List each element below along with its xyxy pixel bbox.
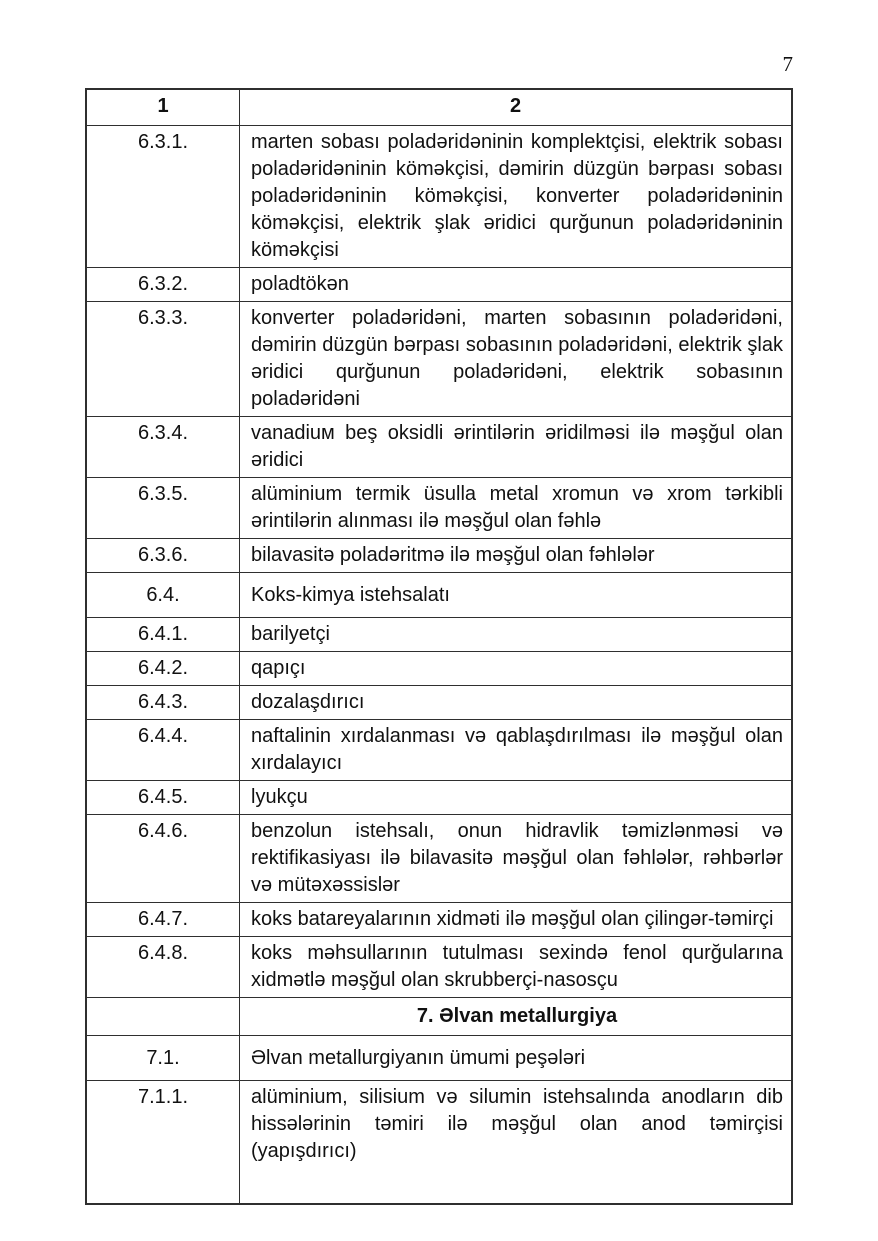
row-text-cell: naftalinin xırdalanması və qablaşdırılması ilə məşğul olan xırdalayıcı [240, 720, 793, 781]
table-row [86, 652, 792, 686]
table-header-row [86, 89, 792, 126]
row-text-cell: alüminium termik üsulla metal xromun və xrom tərkibli ərintilərin alınması ilə məşğul olan fəhlə [240, 478, 793, 539]
table-header [86, 89, 792, 126]
table-row [86, 302, 792, 417]
row-text-cell: koks batareyalarının xidməti ilə məşğul olan çilingər-təmirçi [240, 903, 793, 937]
professions-table [85, 88, 793, 1205]
table-row [86, 937, 792, 998]
table-row [86, 815, 792, 903]
row-number-cell: 6.4.4. [86, 720, 240, 781]
row-text-cell: marten sobası poladəridəninin komplektçisi, elektrik sobası poladəridəninin köməkçisi, dəmirin düzgün bərpası sobası poladəridəninin köməkçisi, konverter poladəridəninin köməkçisi, elektrik şlak əridici qurğunun poladəridəninin köməkçisi [240, 126, 793, 268]
table-row [86, 903, 792, 937]
row-text-cell: vanadiuм beş oksidli ərintilərin əridilməsi ilə məşğul olan əridici [240, 417, 793, 478]
row-number-cell: 6.3.5. [86, 478, 240, 539]
table-row [86, 417, 792, 478]
row-text-cell: konverter poladəridəni, marten sobasının poladəridəni, dəmirin düzgün bərpası sobasının poladəridəni, elektrik şlak əridici qurğunun poladəridəni, elektrik sobasının poladəridəni [240, 302, 793, 417]
row-text-cell: lyukçu [240, 781, 793, 815]
page-number: 7 [782, 52, 793, 76]
table-body [86, 126, 792, 1205]
table-row [86, 268, 792, 302]
row-number-cell: 6.4.3. [86, 686, 240, 720]
row-text-cell: benzolun istehsalı, onun hidravlik təmizlənməsi və rektifikasiyası ilə bilavasitə məşğul olan fəhlələr, rəhbərlər və mütəxəssislər [240, 815, 793, 903]
row-text-cell: koks məhsullarının tutulması sexində fenol qurğularına xidmətlə məşğul olan skrubberçi-nasosçu [240, 937, 793, 998]
table-row [86, 573, 792, 618]
table-row [86, 478, 792, 539]
row-number-cell: 6.3.4. [86, 417, 240, 478]
table-row [86, 781, 792, 815]
row-text-cell: barilyetçi [240, 618, 793, 652]
row-number-cell [86, 998, 240, 1036]
row-number-cell: 6.3.6. [86, 539, 240, 573]
row-text-cell: dozalaşdırıcı [240, 686, 793, 720]
row-number-cell: 6.4.5. [86, 781, 240, 815]
row-text-cell: 7. Əlvan metallurgiya [240, 998, 793, 1036]
row-number-cell: 6.4.1. [86, 618, 240, 652]
row-number-cell: 6.4.2. [86, 652, 240, 686]
row-text-cell: poladtökən [240, 268, 793, 302]
row-text-cell: qapıçı [240, 652, 793, 686]
table-row [86, 618, 792, 652]
row-number-cell: 6.4.6. [86, 815, 240, 903]
row-number-cell: 6.3.2. [86, 268, 240, 302]
row-number-cell: 6.3.1. [86, 126, 240, 268]
row-number-cell: 6.4. [86, 573, 240, 618]
row-number-cell: 7.1.1. [86, 1081, 240, 1205]
column-header-1: 1 [86, 89, 240, 126]
table-row [86, 539, 792, 573]
row-text-cell: alüminium, silisium və silumin istehsalında anodların dib hissələrinin təmiri ilə məşğul olan anod təmirçisi (yapışdırıcı) [240, 1081, 793, 1205]
row-number-cell: 6.3.3. [86, 302, 240, 417]
table-row [86, 998, 792, 1036]
table-row [86, 1036, 792, 1081]
table-row [86, 126, 792, 268]
row-number-cell: 7.1. [86, 1036, 240, 1081]
table-row [86, 1081, 792, 1205]
row-text-cell: Əlvan metallurgiyanın ümumi peşələri [240, 1036, 793, 1081]
row-number-cell: 6.4.8. [86, 937, 240, 998]
table-row [86, 720, 792, 781]
column-header-2: 2 [240, 89, 793, 126]
row-text-cell: bilavasitə poladəritmə ilə məşğul olan fəhlələr [240, 539, 793, 573]
table-row [86, 686, 792, 720]
row-text-cell: Koks-kimya istehsalatı [240, 573, 793, 618]
row-number-cell: 6.4.7. [86, 903, 240, 937]
